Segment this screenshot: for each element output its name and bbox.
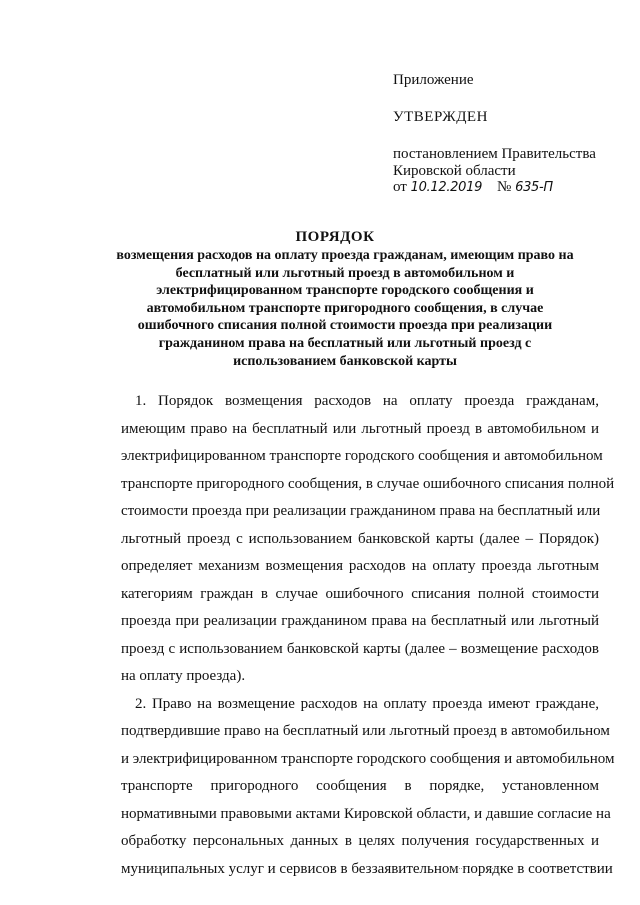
body-line: льготный проезд с использованием банковской карты (далее – Порядок) [121, 530, 599, 547]
number-prefix: № [497, 179, 512, 195]
body-line: транспорте пригородного сообщения в порядке, установленном [121, 778, 599, 794]
scan-artifacts [0, 868, 640, 888]
resolution-line: постановлением Правительства [393, 146, 596, 162]
scan-mark [452, 868, 466, 869]
document-title: ПОРЯДОК [295, 229, 375, 245]
body-line: проезд с использованием банковской карты (далее – возмещение расходов [121, 640, 599, 657]
body-line: электрифицированном транспорте городского сообщения и автомобильном [121, 448, 603, 464]
subtitle-line: возмещения расходов на оплату проезда гражданам, имеющим право на [116, 248, 574, 263]
document-body [121, 388, 615, 883]
body-line: имеющим право на бесплатный или льготный проезд в автомобильном и [121, 420, 599, 437]
body-line: и электрифицированном транспорте городского сообщения и автомобильном [121, 750, 615, 767]
subtitle-line: использованием банковской карты [233, 353, 457, 369]
resolution-line: Кировской области [393, 162, 516, 179]
subtitle-line: автомобильном транспорте пригородного сообщения, в случае [146, 300, 544, 316]
subtitle-line: бесплатный или льготный проезд в автомобильном и [175, 265, 515, 281]
body-line: подтвердившие право на бесплатный или льготный проезд в автомобильном [121, 723, 610, 739]
approved-label: УТВЕРЖДЕН [393, 109, 488, 125]
resolution-date-line [393, 179, 623, 197]
number-value: 635-П [515, 180, 553, 195]
scan-mark [150, 868, 164, 869]
body-line: категориям граждан в случае ошибочного списания полной стоимости [121, 585, 599, 602]
body-line: стоимости проезда при реализации гражданином права на бесплатный или [121, 503, 601, 519]
body-line: 2. Право на возмещение расходов на оплату проезда имеют граждане, [135, 695, 599, 712]
body-line: муниципальных услуг и сервисов в беззаявительном порядке в соответствии [121, 860, 613, 877]
annex-label: Приложение [393, 72, 474, 88]
date-value: 10.12.2019 [410, 180, 483, 195]
body-line: нормативными правовыми актами Кировской области, и давшие согласие на [121, 805, 611, 822]
document-subtitle [60, 247, 630, 370]
subtitle-line: ошибочного списания полной стоимости проезда при реализации [137, 318, 553, 334]
scan-mark [186, 868, 200, 869]
body-line: определяет механизм возмещения расходов на оплату проезда льготным [121, 558, 599, 574]
body-line: транспорте пригородного сообщения, в случае ошибочного списания полной [121, 475, 615, 492]
resolution-block [393, 146, 623, 197]
subtitle-line: электрифицированном транспорте городского сообщения и [156, 283, 534, 299]
body-line: на оплату проезда). [121, 668, 246, 684]
subtitle-line: гражданином права на бесплатный или льготный проезд с [158, 335, 532, 351]
body-line: 1. Порядок возмещения расходов на оплату проезда гражданам, [135, 393, 599, 409]
date-prefix: от [393, 179, 407, 195]
body-line: обработку персональных данных в целях получения государственных и [121, 833, 599, 849]
scan-mark [489, 868, 503, 869]
body-line: проезда при реализации гражданином права на бесплатный или льготный [121, 613, 599, 629]
